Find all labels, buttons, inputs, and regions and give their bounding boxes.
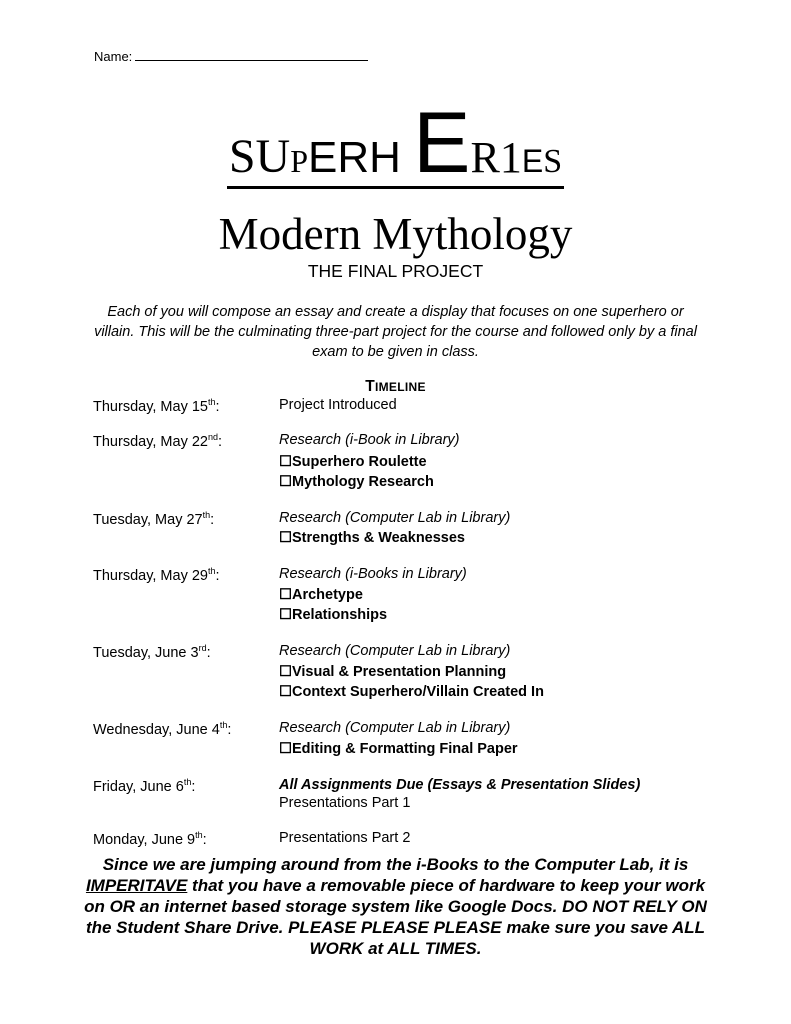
title-segment: R1 <box>470 133 522 182</box>
name-label: Name: <box>94 49 133 64</box>
timeline-date: Thursday, May 22nd: <box>93 432 223 450</box>
warning-paragraph <box>80 854 711 959</box>
timeline-date: Wednesday, June 4th: <box>93 720 232 738</box>
timeline-task-checkbox: ☐Context Superhero/Villain Created In <box>279 684 544 700</box>
timeline-activity: Presentations Part 2 <box>279 830 411 846</box>
timeline-heading-initial: T <box>365 378 375 395</box>
timeline-task-checkbox: ☐Strengths & Weaknesses <box>279 530 465 546</box>
timeline-activity: Research (Computer Lab in Library) <box>279 510 511 526</box>
title-segment: S <box>543 143 563 180</box>
title-segment: E <box>413 95 471 191</box>
title-segment: E <box>521 143 544 179</box>
timeline-activity: Research (i-Book in Library) <box>279 432 460 448</box>
intro-paragraph: Each of you will compose an essay and create a display that focuses on one superhero or villain. This will be the culminating three-part project for the course and followed only by a final exam to be given in class. <box>94 304 697 360</box>
timeline-task-checkbox: ☐Superhero Roulette <box>279 454 427 470</box>
title-segment: ERH <box>308 133 401 182</box>
name-blank-line <box>135 48 368 61</box>
timeline-task: Presentations Part 1 <box>279 795 411 811</box>
timeline-activity: Project Introduced <box>279 397 397 413</box>
timeline-date: Tuesday, June 3rd: <box>93 643 211 661</box>
title-segment: SU <box>228 130 291 183</box>
timeline-date: Thursday, May 15th: <box>93 397 220 415</box>
timeline-activity: Research (Computer Lab in Library) <box>279 643 511 659</box>
timeline-task-checkbox: ☐Editing & Formatting Final Paper <box>279 741 518 757</box>
title-underline <box>227 95 564 191</box>
timeline-task-checkbox: ☐Visual & Presentation Planning <box>279 664 507 680</box>
timeline-activity: Research (Computer Lab in Library) <box>279 720 511 736</box>
page-title <box>0 95 791 191</box>
warning-text: that you have a removable piece of hardware to keep your work on OR an internet based storage system like Google Docs. DO NOT RELY ON the Student Share Drive. PLEASE PLEASE PLEASE make sure you save ALL WORK at ALL TIMES. <box>84 876 707 958</box>
warning-text: Since we are jumping around from the i-Books to the Computer Lab, it is <box>102 855 689 874</box>
name-field <box>94 48 368 64</box>
subtitle: Modern Mythology <box>218 209 573 259</box>
timeline-date: Monday, June 9th: <box>93 830 207 848</box>
timeline-date: Tuesday, May 27th: <box>93 510 215 528</box>
timeline-heading-rest: IMELINE <box>375 380 426 394</box>
timeline-task-checkbox: ☐Relationships <box>279 607 388 623</box>
timeline-date: Friday, June 6th: <box>93 777 196 795</box>
timeline-task-checkbox: ☐Mythology Research <box>279 474 434 490</box>
timeline-activity: Research (i-Books in Library) <box>279 566 467 582</box>
timeline-activity: All Assignments Due (Essays & Presentation Slides) <box>279 777 641 793</box>
warning-emphasis: IMPERITAVE <box>85 876 188 895</box>
timeline-heading <box>0 378 791 396</box>
timeline-task-checkbox: ☐Archetype <box>279 587 363 603</box>
timeline-date: Thursday, May 29th: <box>93 566 220 584</box>
title-segment: P <box>290 143 308 179</box>
project-label: THE FINAL PROJECT <box>307 261 484 281</box>
